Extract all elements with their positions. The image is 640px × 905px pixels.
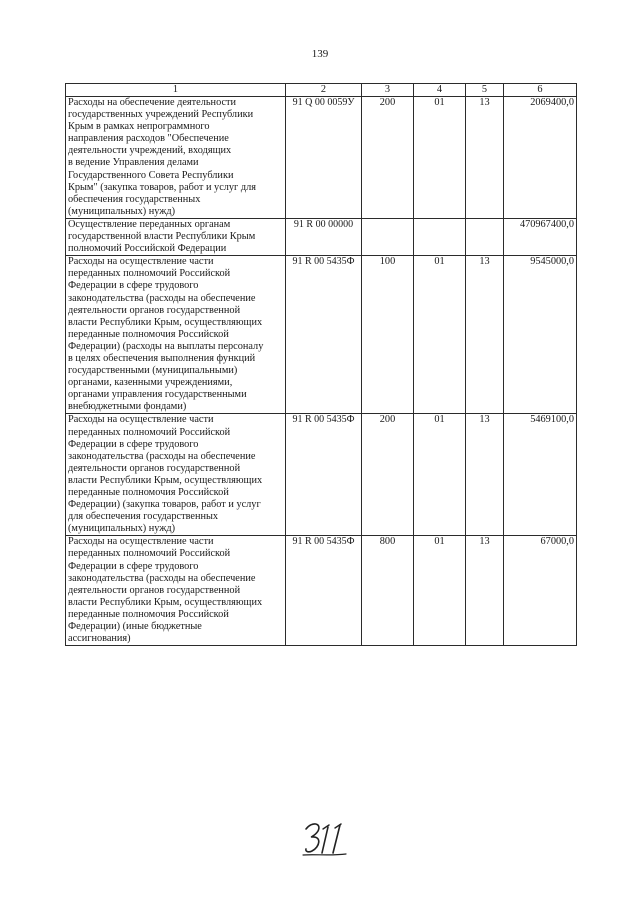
row-col3: 200 (362, 97, 414, 219)
row-code: 91 R 00 5435Ф (286, 536, 362, 646)
table-row (66, 536, 577, 646)
table-header-row (66, 84, 577, 97)
description-line: переданные полномочия Российской (68, 608, 229, 620)
description-line: ассигнования) (68, 633, 131, 645)
row-code: 91 R 00 00000 (286, 218, 362, 255)
description-line: власти Республики Крым, осуществляющих (68, 596, 263, 608)
row-col5 (466, 218, 504, 255)
row-description (66, 256, 286, 414)
row-col4: 01 (414, 536, 466, 646)
description-line: Расходы на осуществление части (68, 256, 214, 268)
description-line: органами управления государственными (68, 389, 247, 401)
row-col3: 200 (362, 414, 414, 536)
description-line: Расходы на обеспечение деятельности (68, 97, 237, 108)
row-description (66, 536, 286, 646)
row-code: 91 R 00 5435Ф (286, 414, 362, 536)
row-col5: 13 (466, 97, 504, 219)
description-line: в целях обеспечения выполнения функций (68, 352, 256, 364)
description-line: полномочий Российской Федерации (68, 243, 227, 255)
row-col3: 800 (362, 536, 414, 646)
description-line: Государственного Совета Республики (68, 169, 234, 181)
row-amount: 9545000,0 (504, 256, 577, 414)
row-amount: 470967400,0 (504, 218, 577, 255)
description-line: переданных полномочий Российской (68, 548, 231, 560)
description-line: для обеспечения государственных (68, 511, 219, 523)
description-line: переданных полномочий Российской (68, 426, 231, 438)
table-body (66, 97, 577, 646)
description-line: Федерации в сфере трудового (68, 280, 199, 292)
table-row (66, 97, 577, 219)
description-line: законодательства (расходы на обеспечение (68, 292, 256, 304)
description-line: деятельности органов государственной (68, 304, 241, 316)
row-code: 91 Q 00 0059У (286, 97, 362, 219)
description-line: Крым" (закупка товаров, работ и услуг для (68, 181, 256, 193)
description-line: внебюджетными фондами) (68, 401, 187, 413)
row-code: 91 R 00 5435Ф (286, 256, 362, 414)
description-line: в ведение Управления делами (68, 157, 199, 169)
row-description (66, 414, 286, 536)
description-line: переданные полномочия Российской (68, 328, 229, 340)
description-line: переданные полномочия Российской (68, 487, 229, 498)
row-col5: 13 (466, 414, 504, 536)
description-line: органами, казенными учреждениями, (68, 377, 233, 389)
description-line: деятельности учреждений, входящих (68, 145, 232, 157)
description-line: переданных полномочий Российской (68, 268, 231, 280)
description-line: власти Республики Крым, осуществляющих (68, 316, 263, 328)
row-col4: 01 (414, 256, 466, 414)
row-col4 (414, 218, 466, 255)
row-col5: 13 (466, 536, 504, 646)
description-line: деятельности органов государственной (68, 584, 241, 596)
column-header: 2 (286, 84, 362, 97)
row-description (66, 97, 286, 219)
description-line: деятельности органов государственной (68, 462, 241, 474)
row-col4: 01 (414, 97, 466, 219)
description-line: государственной власти Республики Крым (68, 231, 256, 243)
description-line: Расходы на осуществление части (68, 414, 214, 426)
column-header: 4 (414, 84, 466, 97)
description-line: государственных учреждений Республики (68, 109, 254, 121)
handwritten-signature (300, 815, 360, 860)
row-amount: 2069400,0 (504, 97, 577, 219)
description-line: (муниципальных) нужд) (68, 205, 176, 217)
table-row (66, 256, 577, 414)
handwritten-mark-icon (300, 815, 360, 860)
budget-table (65, 83, 577, 646)
description-line: Федерации) (закупка товаров, работ и услуг (68, 499, 261, 511)
row-col4: 01 (414, 414, 466, 536)
description-line: Федерации в сфере трудового (68, 438, 199, 450)
description-line: Крым в рамках непрограммного (68, 121, 210, 133)
row-col3: 100 (362, 256, 414, 414)
row-col3 (362, 218, 414, 255)
table-row (66, 218, 577, 255)
row-amount: 67000,0 (504, 536, 577, 646)
row-amount: 5469100,0 (504, 414, 577, 536)
column-header: 6 (504, 84, 577, 97)
description-line: законодательства (расходы на обеспечение (68, 572, 256, 584)
row-description (66, 218, 286, 255)
description-line: направления расходов "Обеспечение (68, 133, 229, 145)
description-line: власти Республики Крым, осуществляющих (68, 474, 263, 486)
description-line: законодательства (расходы на обеспечение (68, 450, 256, 462)
column-header: 1 (66, 84, 286, 97)
description-line: Федерации в сфере трудового (68, 560, 199, 572)
description-line: Федерации) (расходы на выплаты персоналу (68, 340, 264, 352)
page-number: 139 (311, 48, 329, 60)
description-line: Расходы на осуществление части (68, 536, 214, 548)
row-col5: 13 (466, 256, 504, 414)
description-line: государственными (муниципальными) (68, 365, 238, 377)
table-row (66, 414, 577, 536)
column-header: 5 (466, 84, 504, 97)
description-line: (муниципальных) нужд) (68, 523, 176, 535)
description-line: Осуществление переданных органам (68, 218, 231, 230)
description-line: обеспечения государственных (68, 193, 201, 205)
description-line: Федерации) (иные бюджетные (68, 621, 202, 633)
column-header: 3 (362, 84, 414, 97)
